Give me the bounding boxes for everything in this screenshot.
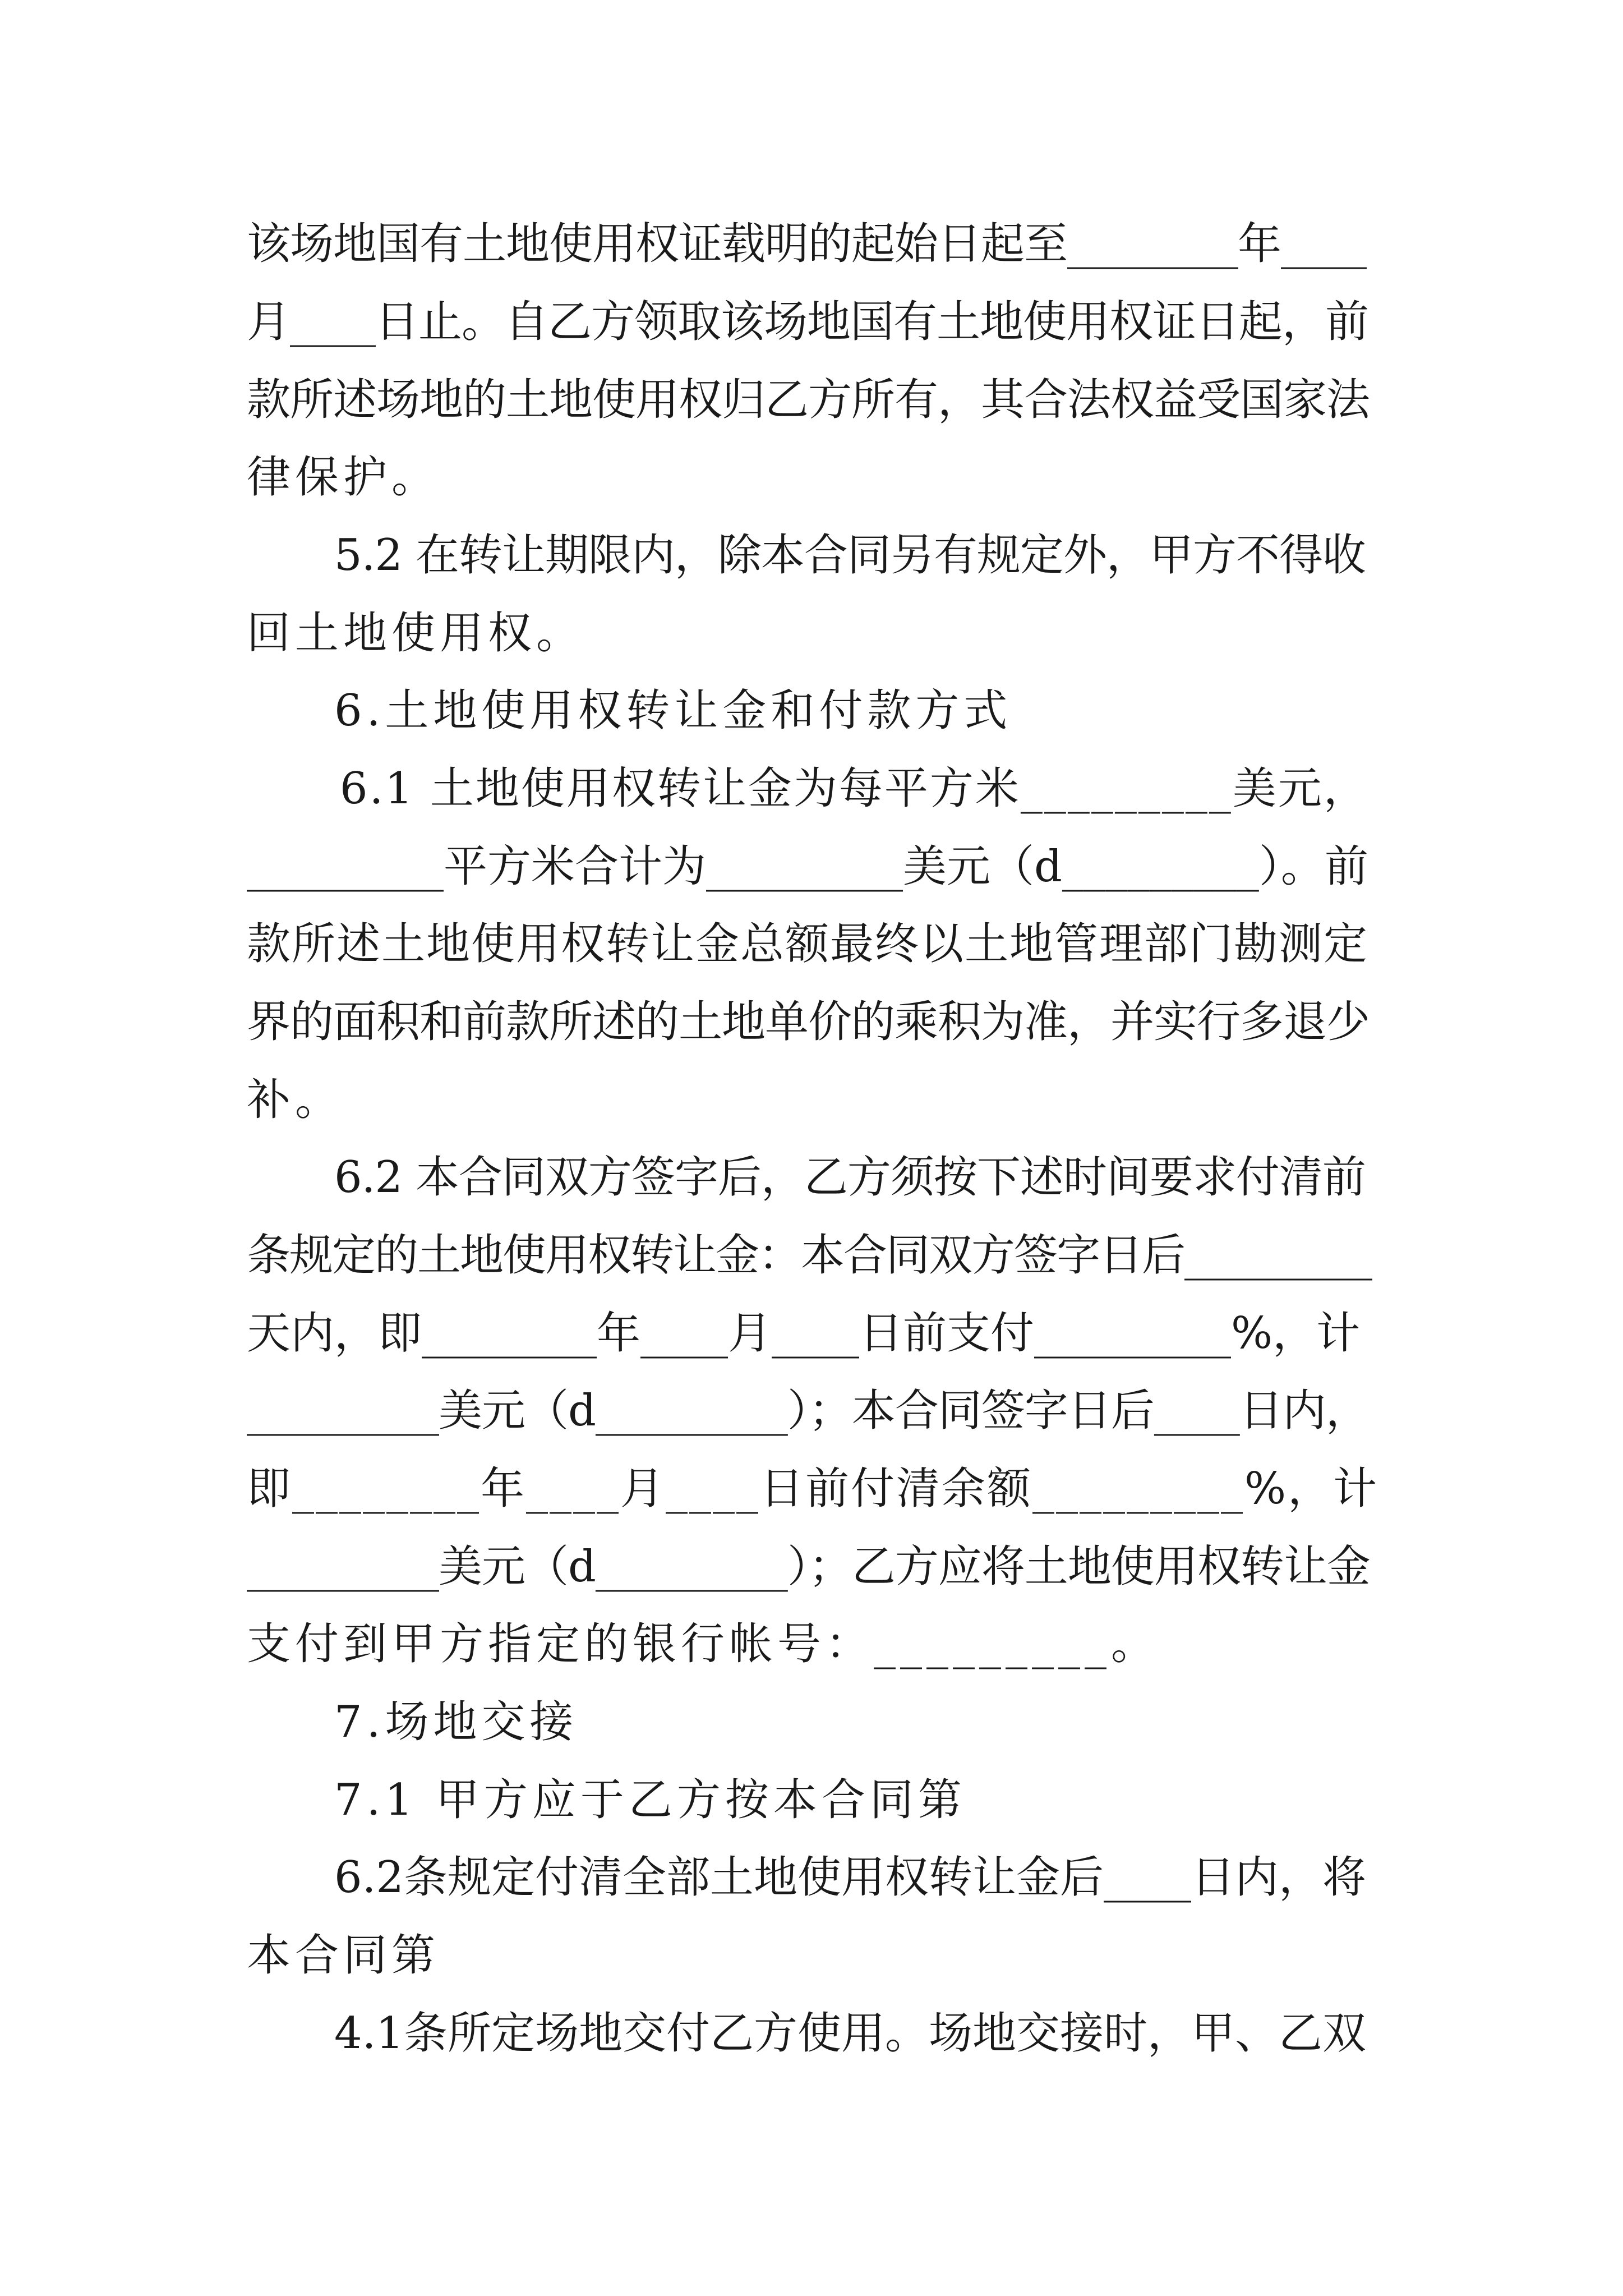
text-line: 5.2 在转让期限内，除本合同另有规定外，甲方不得收 xyxy=(334,530,1366,581)
text-line: 6.2条规定付清全部土地使用权转让金后____日内，将 xyxy=(334,1852,1367,1903)
text-line: 月____日止。自乙方领取该场地国有土地使用权证日起，前 xyxy=(247,297,1369,347)
text-line: 条规定的土地使用权转让金：本合同双方签字日后_________ xyxy=(247,1230,1372,1281)
text-line: 律保护。 xyxy=(247,452,440,503)
text-line: 6.2 本合同双方签字后，乙方须按下述时间要求付清前 xyxy=(334,1152,1366,1203)
text-line: 天内，即________年____月____日前支付_________%，计 xyxy=(247,1308,1361,1359)
section-heading: 7.场地交接 xyxy=(334,1697,578,1747)
text-line: _________美元（d_________）；本合同签字日后____日内， xyxy=(247,1386,1369,1436)
section-heading: 6.土地使用权转让金和付款方式 xyxy=(334,685,1012,736)
text-line: 回土地使用权。 xyxy=(247,608,585,659)
text-line: 款所述土地使用权转让金总额最终以土地管理部门勘测定 xyxy=(247,919,1369,969)
text-line: 6.1 土地使用权转让金为每平方米_________美元， xyxy=(340,763,1369,814)
text-line: 支付到甲方指定的银行帐号：_________。 xyxy=(247,1619,1160,1669)
text-line: 即________年____月____日前付清余额_________%，计 xyxy=(247,1464,1379,1514)
text-line: 款所述场地的土地使用权归乙方所有，其合法权益受国家法 xyxy=(247,375,1370,425)
text-line: 界的面积和前款所述的土地单价的乘积为准，并实行多退少 xyxy=(247,997,1370,1047)
text-line: 补。 xyxy=(247,1075,344,1125)
text-line: 本合同第 xyxy=(247,1930,440,1981)
text-line: 4.1条所定场地交付乙方使用。场地交接时，甲、乙双 xyxy=(334,2008,1367,2059)
text-line: 该场地国有土地使用权证载明的起始日起至________年____ xyxy=(247,219,1367,269)
text-line: _________美元（d_________）；乙方应将土地使用权转让金 xyxy=(247,1542,1370,1592)
text-line: 7.1 甲方应于乙方按本合同第 xyxy=(334,1775,966,1825)
text-line: _________平方米合计为_________美元（d_________）。前 xyxy=(247,841,1368,892)
